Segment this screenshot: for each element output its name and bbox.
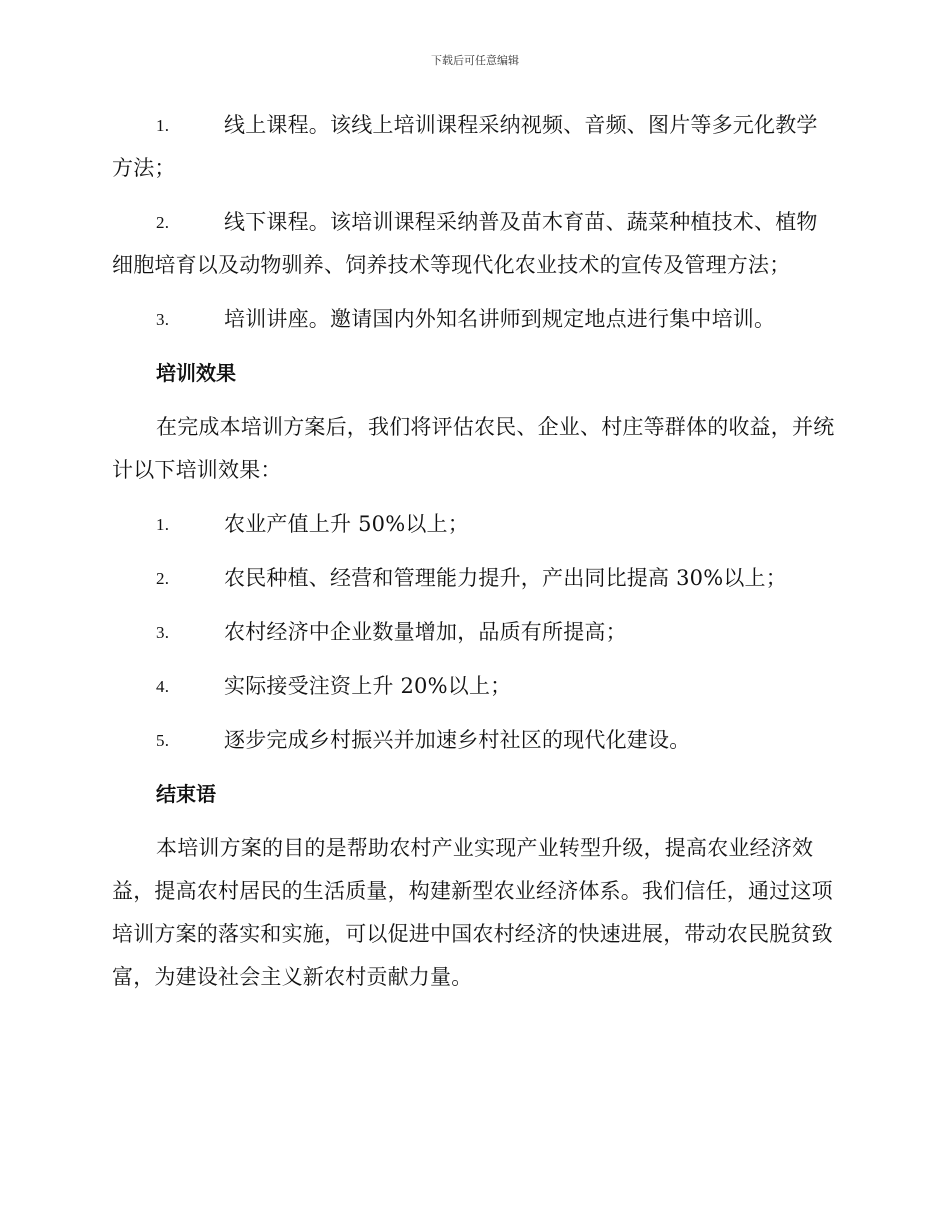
list-text: 逐步完成乡村振兴并加速乡村社区的现代化建设。 xyxy=(224,728,691,752)
list-text: 农村经济中企业数量增加，品质有所提高； xyxy=(224,620,627,644)
list-number: 1. xyxy=(156,116,170,135)
list-item xyxy=(112,665,836,708)
effect-intro-paragraph: 在完成本培训方案后，我们将评估农民、企业、村庄等群体的收益，并统计以下培训效果： xyxy=(112,415,835,482)
list-text: 线下课程。该培训课程采纳普及苗木育苗、蔬菜种植技术、植物细胞培育以及动物驯养、饲养技术等现代化农业技术的宣传及管理方法； xyxy=(112,210,818,277)
list-number: 5. xyxy=(156,731,170,750)
list-text: 培训讲座。邀请国内外知名讲师到规定地点进行集中培训。 xyxy=(224,307,776,331)
list-item xyxy=(112,104,836,190)
list-item xyxy=(112,719,836,762)
list-text: 线上课程。该线上培训课程采纳视频、音频、图片等多元化教学方法； xyxy=(112,113,818,180)
list-number: 3. xyxy=(156,623,170,642)
list-item xyxy=(112,557,836,600)
list-number: 4. xyxy=(156,677,170,696)
conclusion-paragraph: 本培训方案的目的是帮助农村产业实现产业转型升级，提高农业经济效益，提高农村居民的生活质量，构建新型农业经济体系。我们信任，通过这项培训方案的落实和实施，可以促进中国农村经济的快速进展，带动农民脱贫致富，为建设社会主义新农村贡献力量。 xyxy=(112,836,833,989)
document-body xyxy=(112,104,836,1010)
list-item xyxy=(112,503,836,546)
list-number: 2. xyxy=(156,213,170,232)
list-item xyxy=(112,298,836,341)
list-number: 1. xyxy=(156,515,170,534)
section-heading-effect: 培训效果 xyxy=(156,361,236,385)
list-text: 农民种植、经营和管理能力提升，产出同比提高 30%以上； xyxy=(224,566,787,590)
list-item xyxy=(112,201,836,287)
page-header: 下载后可任意编辑 xyxy=(431,54,519,67)
list-text: 农业产值上升 50%以上； xyxy=(224,512,469,536)
section-heading-conclusion: 结束语 xyxy=(156,782,216,806)
list-number: 3. xyxy=(156,310,170,329)
list-number: 2. xyxy=(156,569,170,588)
list-text: 实际接受注资上升 20%以上； xyxy=(224,674,512,698)
list-item xyxy=(112,611,836,654)
